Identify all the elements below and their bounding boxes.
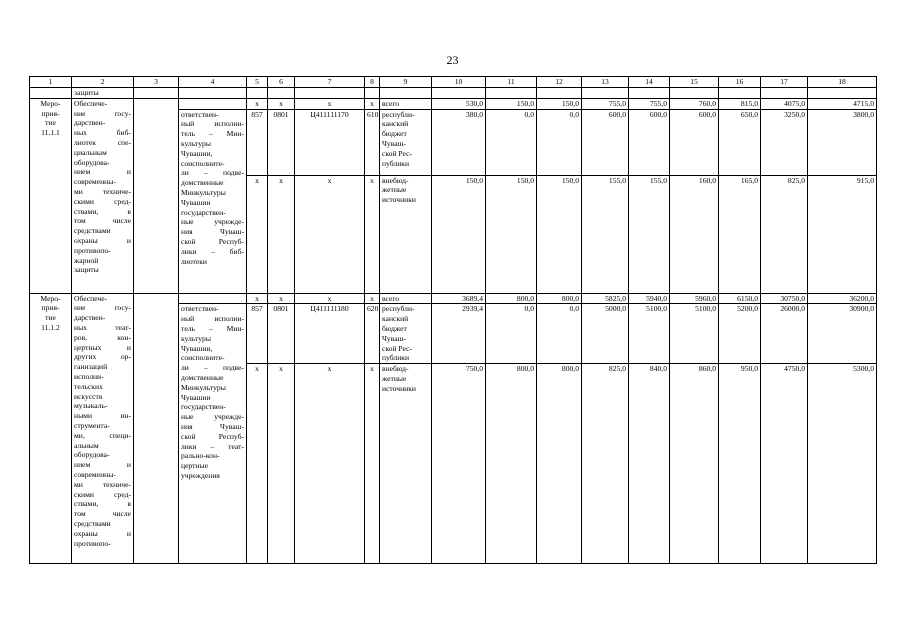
amount-cell: 750,0 xyxy=(432,364,486,564)
code-c5: 857 xyxy=(247,304,268,364)
code-c6: х xyxy=(268,364,295,564)
table-cell xyxy=(247,88,268,99)
code-c7: Ц411111170 xyxy=(295,109,365,175)
table-cell xyxy=(537,88,582,99)
table-cell xyxy=(179,88,247,99)
amount-cell: 6150,0 xyxy=(719,293,761,304)
amount-cell: 155,0 xyxy=(629,175,670,293)
code-c8: 610 xyxy=(365,109,380,175)
amount-cell: 600,0 xyxy=(629,109,670,175)
column-header: 2 xyxy=(72,77,134,88)
amount-cell: 760,0 xyxy=(670,98,719,109)
event-code: Меро- прия- тие 11.1.2 xyxy=(30,293,72,564)
column-header: 16 xyxy=(719,77,761,88)
column-header: 1 xyxy=(30,77,72,88)
code-c8: х xyxy=(365,364,380,564)
executor-text: ответствен- ный исполни- тель – Мин- культуры Чувашии, соисполните- ли – подве- домственные Минкультуры Чувашии государствен- ные учрежде- ния Чуваш- ской Респуб- лики – биб- лиотеки xyxy=(179,109,247,293)
code-c7: х xyxy=(295,98,365,109)
table-header-row xyxy=(30,77,877,88)
table-cell xyxy=(808,88,877,99)
table-row xyxy=(30,293,877,304)
amount-cell: 650,0 xyxy=(719,109,761,175)
code-c5: х xyxy=(247,364,268,564)
empty-cell xyxy=(179,98,247,109)
continuation-text: защиты xyxy=(72,88,134,99)
column-header: 12 xyxy=(537,77,582,88)
table-cell xyxy=(295,88,365,99)
code-c8: х xyxy=(365,175,380,293)
amount-cell: 3250,0 xyxy=(761,109,808,175)
amount-cell: 0,0 xyxy=(537,304,582,364)
table-cell xyxy=(486,88,537,99)
amount-cell: 5825,0 xyxy=(582,293,629,304)
event-name: Обеспече- ние госу- дарствен- ных биб- лиотек спе- циальным оборудова- нием и современны- ми техниче- скими сред- ствами, в том числе средствами охраны и противопо- жарной защиты xyxy=(72,98,134,293)
column-header: 10 xyxy=(432,77,486,88)
amount-cell: 530,0 xyxy=(432,98,486,109)
amount-cell: 860,0 xyxy=(670,364,719,564)
table-cell xyxy=(30,88,72,99)
column-header: 11 xyxy=(486,77,537,88)
amount-cell: 800,0 xyxy=(486,293,537,304)
amount-cell: 26000,0 xyxy=(761,304,808,364)
amount-cell: 155,0 xyxy=(582,175,629,293)
code-c5: х xyxy=(247,175,268,293)
code-c6: 0801 xyxy=(268,304,295,364)
amount-cell: 755,0 xyxy=(582,98,629,109)
amount-cell: 150,0 xyxy=(432,175,486,293)
column-header: 8 xyxy=(365,77,380,88)
amount-cell: 150,0 xyxy=(537,98,582,109)
event-code: Меро- прия- тие 11.1.1 xyxy=(30,98,72,293)
table-cell xyxy=(365,88,380,99)
code-c7: х xyxy=(295,293,365,304)
amount-cell: 840,0 xyxy=(629,364,670,564)
table-cell xyxy=(670,88,719,99)
amount-cell: 380,0 xyxy=(432,109,486,175)
amount-cell: 5100,0 xyxy=(629,304,670,364)
column-header: 6 xyxy=(268,77,295,88)
amount-cell: 4715,0 xyxy=(808,98,877,109)
amount-cell: 600,0 xyxy=(582,109,629,175)
funding-source: всего xyxy=(380,98,432,109)
amount-cell: 755,0 xyxy=(629,98,670,109)
column-header: 14 xyxy=(629,77,670,88)
amount-cell: 800,0 xyxy=(537,364,582,564)
amount-cell: 150,0 xyxy=(537,175,582,293)
amount-cell: 30750,0 xyxy=(761,293,808,304)
code-c5: 857 xyxy=(247,109,268,175)
amount-cell: 5000,0 xyxy=(582,304,629,364)
code-c6: 0801 xyxy=(268,109,295,175)
column-header: 15 xyxy=(670,77,719,88)
column-header: 5 xyxy=(247,77,268,88)
amount-cell: 5300,0 xyxy=(808,364,877,564)
table-cell xyxy=(761,88,808,99)
empty-cell xyxy=(179,293,247,304)
amount-cell: 150,0 xyxy=(486,175,537,293)
column-header: 17 xyxy=(761,77,808,88)
column-header: 13 xyxy=(582,77,629,88)
amount-cell: 3800,0 xyxy=(808,109,877,175)
funding-source: республи- канский бюджет Чуваш- ской Рес- публики xyxy=(380,304,432,364)
amount-cell: 4750,0 xyxy=(761,364,808,564)
code-c6: х xyxy=(268,98,295,109)
budget-table xyxy=(29,76,877,564)
code-c6: х xyxy=(268,175,295,293)
amount-cell: 160,0 xyxy=(670,175,719,293)
amount-cell: 5960,0 xyxy=(670,293,719,304)
empty-cell xyxy=(134,98,179,293)
column-header: 18 xyxy=(808,77,877,88)
page-number: 23 xyxy=(446,53,459,67)
code-c5: х xyxy=(247,293,268,304)
amount-cell: 600,0 xyxy=(670,109,719,175)
table-cell xyxy=(380,88,432,99)
amount-cell: 2939,4 xyxy=(432,304,486,364)
table-cell xyxy=(432,88,486,99)
code-c5: х xyxy=(247,98,268,109)
amount-cell: 825,0 xyxy=(761,175,808,293)
table-cell xyxy=(268,88,295,99)
table-row xyxy=(30,88,877,99)
code-c8: х xyxy=(365,293,380,304)
column-header: 7 xyxy=(295,77,365,88)
code-c7: х xyxy=(295,175,365,293)
amount-cell: 36200,0 xyxy=(808,293,877,304)
amount-cell: 815,0 xyxy=(719,98,761,109)
amount-cell: 0,0 xyxy=(537,109,582,175)
amount-cell: 30900,0 xyxy=(808,304,877,364)
amount-cell: 4075,0 xyxy=(761,98,808,109)
executor-text: ответствен- ный исполни- тель – Мин- культуры Чувашии, соисполните- ли – подве- домственные Минкультуры Чувашии государствен- ные учрежде- ния Чуваш- ской Респуб- лики – теат- рально-кон- цертные учреждения xyxy=(179,304,247,564)
amount-cell: 0,0 xyxy=(486,109,537,175)
table-cell xyxy=(134,88,179,99)
amount-cell: 800,0 xyxy=(486,364,537,564)
code-c8: 620 xyxy=(365,304,380,364)
funding-source: внебюд- жетные источники xyxy=(380,175,432,293)
code-c7: х xyxy=(295,364,365,564)
column-header: 4 xyxy=(179,77,247,88)
amount-cell: 165,0 xyxy=(719,175,761,293)
table-cell xyxy=(629,88,670,99)
amount-cell: 0,0 xyxy=(486,304,537,364)
funding-source: всего xyxy=(380,293,432,304)
empty-cell xyxy=(134,293,179,564)
table-cell xyxy=(719,88,761,99)
column-header: 3 xyxy=(134,77,179,88)
code-c6: х xyxy=(268,293,295,304)
code-c8: х xyxy=(365,98,380,109)
amount-cell: 915,0 xyxy=(808,175,877,293)
amount-cell: 800,0 xyxy=(537,293,582,304)
event-name: Обеспече- ние госу- дарствен- ных теат- ров, кон- цертных и других ор- ганизаций исполни- тельских искусств музыкаль- ными ин- струмента- ми, специ- альным оборудова- нием и современны- ми техниче- скими сред- ствами, в том числе средствами охраны и противопо- xyxy=(72,293,134,564)
amount-cell: 825,0 xyxy=(582,364,629,564)
code-c7: Ц411111180 xyxy=(295,304,365,364)
column-header: 9 xyxy=(380,77,432,88)
table-row xyxy=(30,98,877,109)
table-cell xyxy=(582,88,629,99)
amount-cell: 150,0 xyxy=(486,98,537,109)
amount-cell: 950,0 xyxy=(719,364,761,564)
amount-cell: 5100,0 xyxy=(670,304,719,364)
amount-cell: 3689,4 xyxy=(432,293,486,304)
amount-cell: 5200,0 xyxy=(719,304,761,364)
amount-cell: 5940,0 xyxy=(629,293,670,304)
funding-source: республи- канский бюджет Чуваш- ской Рес- публики xyxy=(380,109,432,175)
funding-source: внебюд- жетные источники xyxy=(380,364,432,564)
